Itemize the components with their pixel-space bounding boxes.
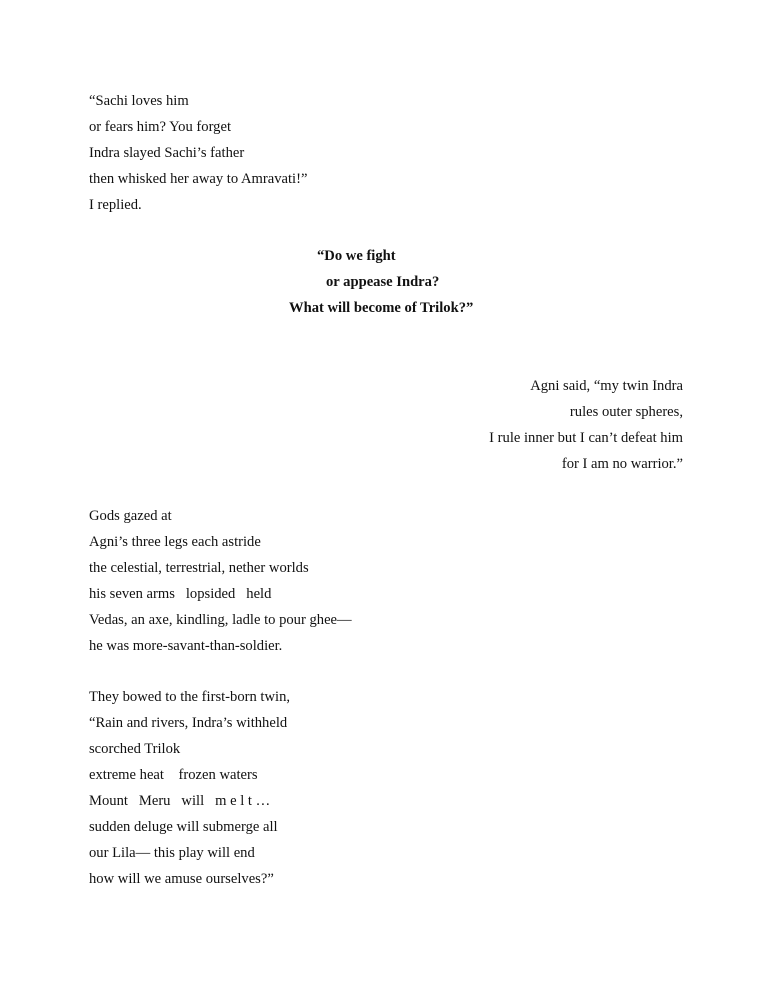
poem-line: extreme heat frozen waters (89, 767, 258, 783)
poem-line: “Sachi loves him (89, 93, 189, 109)
poem-line: “Rain and rivers, Indra’s withheld (89, 715, 288, 731)
poem-line: rules outer spheres, (569, 404, 683, 420)
poem-line: for I am no warrior.” (561, 456, 683, 472)
poem-line: I rule inner but I can’t defeat him (489, 430, 683, 446)
poem-line: his seven arms lopsided held (89, 586, 272, 602)
poem-line: I replied. (89, 197, 142, 213)
poem-line: “Do we fight (317, 248, 396, 264)
poem-line: Vedas, an axe, kindling, ladle to pour ghee— (89, 612, 352, 628)
stanza-gods-gazed (89, 503, 352, 659)
stanza-sachi-reply (89, 88, 307, 218)
poem-line: Mount Meru will m e l t … (89, 793, 271, 809)
stanza-agni-said (489, 373, 683, 477)
poem-line: he was more-savant-than-soldier. (89, 638, 283, 654)
poem-line: the celestial, terrestrial, nether worlds (89, 560, 309, 576)
poem-line: scorched Trilok (89, 741, 181, 757)
poem-line: or appease Indra? (326, 274, 440, 290)
poem-line: Gods gazed at (89, 508, 172, 524)
poem-line: then whisked her away to Amravati!” (89, 171, 308, 187)
stanza-bowed-twin (89, 684, 290, 892)
poem-line: our Lila— this play will end (89, 845, 255, 861)
stanza-question-bold (280, 243, 490, 321)
poem-line: how will we amuse ourselves?” (89, 871, 274, 887)
poem-line: They bowed to the first-born twin, (89, 689, 291, 705)
poem-line: or fears him? You forget (89, 119, 231, 135)
poem-line: Indra slayed Sachi’s father (89, 145, 245, 161)
poem-line: What will become of Trilok?” (289, 300, 474, 316)
poem-line: Agni said, “my twin Indra (530, 378, 683, 394)
poem-line: sudden deluge will submerge all (89, 819, 278, 835)
poem-line: Agni’s three legs each astride (89, 534, 261, 550)
